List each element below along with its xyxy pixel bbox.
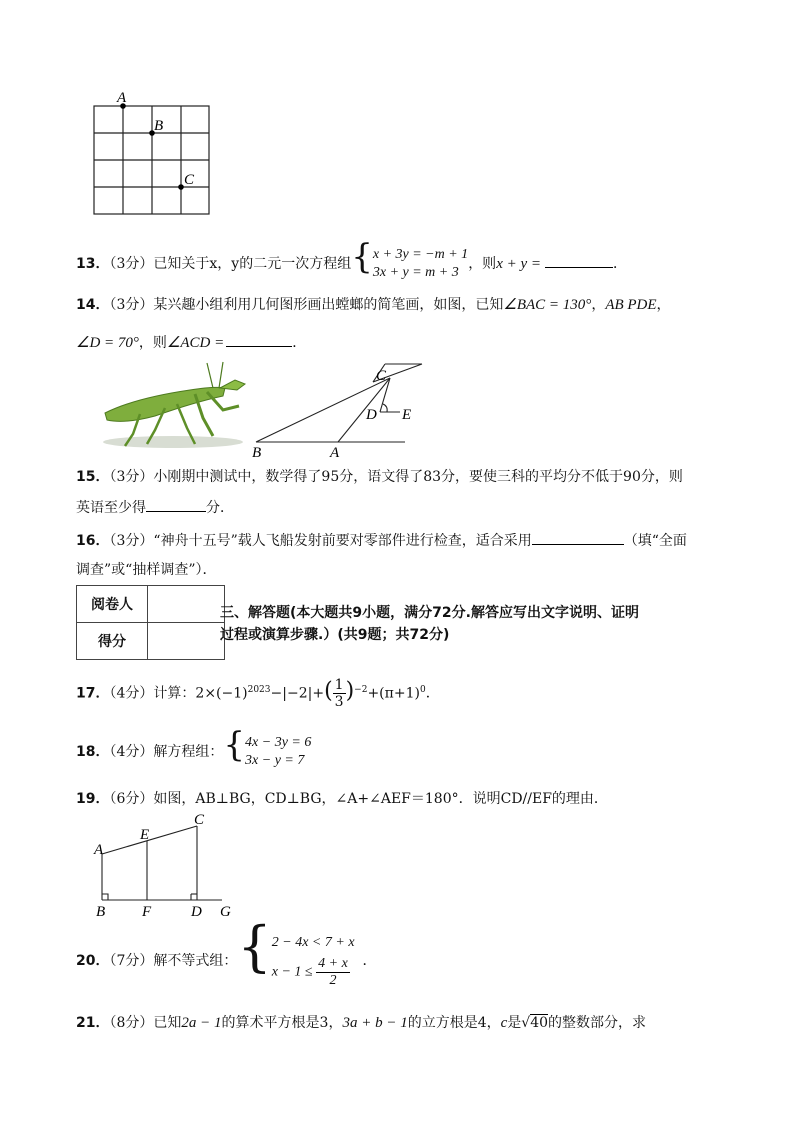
question-number: 19． <box>76 791 110 807</box>
expression-2: 3a + b − 1 <box>342 1015 408 1031</box>
fraction <box>316 956 350 989</box>
question-18 <box>76 725 312 774</box>
label-f: F <box>142 904 152 920</box>
answer-blank[interactable] <box>146 497 206 512</box>
label-a: A <box>117 90 127 106</box>
question-hint: （填“全面 <box>623 533 687 549</box>
label-d: D <box>366 407 377 423</box>
label-a: A <box>330 445 340 460</box>
question-20 <box>76 915 377 992</box>
label-c: C <box>184 172 195 188</box>
condition-angle-d: ∠D = 70° <box>76 335 139 351</box>
condition-angle-bac: ∠BAC = 130° <box>503 297 592 313</box>
expression-1: 2a − 1 <box>181 1015 222 1031</box>
question-text: 的算术平方根是3， <box>221 1015 343 1031</box>
equation-1: x + 3y = −m + 1 <box>372 247 469 262</box>
question-14-line2 <box>76 332 306 353</box>
question-score: （6分） <box>109 791 154 807</box>
expr-part: 2×(−1) <box>195 685 248 702</box>
question-score: （4分） <box>109 744 154 760</box>
numerator: 1 <box>334 677 344 694</box>
numerator: 4 + x <box>318 955 348 971</box>
condition-parallel: AB PDE <box>605 297 657 313</box>
question-16 <box>76 530 687 551</box>
question-text: 已知 <box>153 1015 182 1031</box>
question-15 <box>76 467 683 487</box>
label-b: B <box>96 904 106 920</box>
question-end: ． <box>292 335 307 351</box>
question-21 <box>76 1013 646 1033</box>
question-number: 17． <box>76 685 110 702</box>
question-14 <box>76 295 671 315</box>
variable-c: c <box>500 1015 508 1031</box>
question-text: ，则 <box>138 335 167 351</box>
denominator: 3 <box>334 694 344 711</box>
equation-2: 3x − y = 7 <box>245 753 305 768</box>
exponent: 2023 <box>247 685 271 695</box>
inequality-2 <box>272 956 355 989</box>
question-text: 某兴趣小组利用几何图形画出螳螂的简笔画，如图，已知 <box>153 297 504 313</box>
equation-1: 4x − 3y = 6 <box>245 735 312 750</box>
expr-part: +(π+1) <box>367 685 420 702</box>
question-score: （7分） <box>109 953 154 969</box>
exponent: 0 <box>419 685 426 695</box>
reviewer-cell[interactable] <box>148 586 225 623</box>
question-end: ． <box>425 685 440 702</box>
question-score: （4分） <box>109 685 154 702</box>
question-score: （3分） <box>109 533 154 549</box>
section-title-line2: 过程或演算步骤.）(共9题；共72分) <box>220 627 450 643</box>
question-text: 是 <box>507 1015 522 1031</box>
answer-blank[interactable] <box>226 332 292 347</box>
grid-figure <box>86 88 216 220</box>
question-number: 15． <box>76 469 110 485</box>
question-16-line2 <box>76 560 216 580</box>
score-label: 得分 <box>77 623 148 660</box>
question-score: （3分） <box>109 469 154 485</box>
question-number: 21． <box>76 1015 110 1031</box>
label-c: C <box>376 368 387 384</box>
inequality-left: x − 1 ≤ <box>271 964 313 980</box>
q19-geometry-figure <box>90 810 240 920</box>
separator: ， <box>591 297 606 313</box>
exponent: −2 <box>354 685 368 695</box>
answer-blank[interactable] <box>532 530 624 545</box>
score-cell[interactable] <box>148 623 225 660</box>
question-end: 分． <box>206 500 234 516</box>
question-text: 英语至少得 <box>76 500 146 516</box>
question-number: 20． <box>76 953 110 969</box>
label-a: A <box>94 842 104 858</box>
reviewer-label: 阅卷人 <box>77 586 148 623</box>
question-15-line2 <box>76 497 234 518</box>
label-b: B <box>252 445 262 460</box>
separator: ， <box>656 297 671 313</box>
question-score: （3分） <box>109 256 154 272</box>
denominator: 2 <box>329 972 337 988</box>
question-13 <box>76 237 627 286</box>
question-number: 13． <box>76 256 110 272</box>
equation-2: 3x + y = m + 3 <box>372 265 459 280</box>
question-19 <box>76 789 608 809</box>
sqrt-radicand: 40 <box>530 1015 549 1031</box>
score-table <box>76 585 225 660</box>
section-title-line1: 三、解答题(本大题共9小题，满分72分.解答应写出文字说明、证明 <box>220 605 639 621</box>
question-text: 的立方根是4， <box>407 1015 501 1031</box>
question-score: （3分） <box>109 297 154 313</box>
question-score: （8分） <box>109 1015 154 1031</box>
question-text: “神舟十五号”载人飞船发射前要对零部件进行检查，适合采用 <box>153 533 532 549</box>
question-end: ． <box>362 953 377 969</box>
sqrt-icon: √ <box>521 1015 531 1031</box>
label-e: E <box>140 827 150 843</box>
question-number: 16． <box>76 533 110 549</box>
expr-part: −|−2|+ <box>270 685 325 702</box>
question-text: 小刚期中测试中，数学得了95分，语文得了83分，要使三科的平均分不低于90分，则 <box>153 469 683 485</box>
point-c <box>178 184 184 190</box>
question-number: 14． <box>76 297 110 313</box>
label-c: C <box>194 812 205 828</box>
question-text: 解不等式组： <box>153 953 238 969</box>
question-text: 如图，AB⊥BG，CD⊥BG，∠A+∠AEF＝180°．说明CD//EF的理由． <box>153 791 608 807</box>
question-hint: 调查”或“抽样调查”）． <box>76 562 217 578</box>
label-d: D <box>191 904 202 920</box>
question-text-tail: ，则 <box>468 256 497 272</box>
answer-expression: x + y = <box>496 256 541 272</box>
equation-system <box>373 246 468 282</box>
question-text: 的整数部分，求 <box>548 1015 647 1031</box>
mantis-photo <box>95 358 255 453</box>
question-17: 17．（4分）计算：$2\times(-1)^{2023}-|-2|+$( $\frac{1}{3}$ )$^{-2}+(\pi+1)^0$． <box>76 677 440 711</box>
inequality-system <box>272 934 355 989</box>
answer-blank[interactable] <box>545 253 613 268</box>
question-end: ． <box>613 256 627 272</box>
label-b: B <box>154 118 164 134</box>
question-text: 解方程组： <box>153 744 224 760</box>
equation-system <box>245 734 311 770</box>
brace-icon: { <box>237 915 272 978</box>
answer-expression: ∠ACD = <box>166 335 225 351</box>
q14-geometry-figure <box>250 360 430 460</box>
brace-icon: { <box>223 725 246 765</box>
question-number: 18． <box>76 744 110 760</box>
fraction <box>333 677 346 710</box>
label-e: E <box>402 407 412 423</box>
question-text: 已知关于x，y的二元一次方程组 <box>153 256 352 272</box>
inequality-1: 2 − 4x < 7 + x <box>271 934 355 950</box>
label-g: G <box>220 904 231 920</box>
section-3-header <box>220 602 720 646</box>
brace-icon: { <box>351 237 373 277</box>
question-text: 计算： <box>153 685 196 702</box>
